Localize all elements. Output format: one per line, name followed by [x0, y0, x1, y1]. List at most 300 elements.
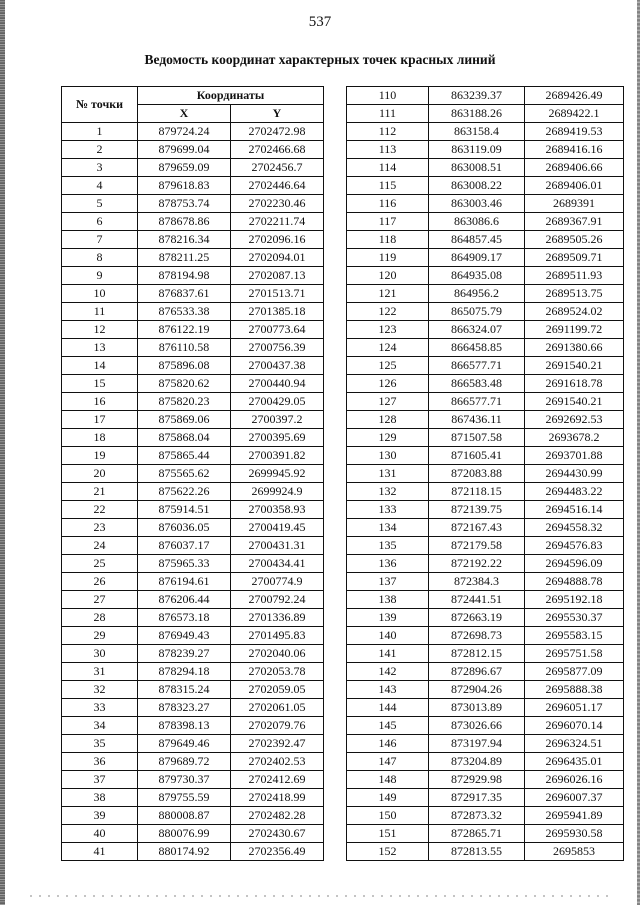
point-number-cell: 34: [62, 717, 138, 735]
y-cell: 2700434.41: [231, 555, 324, 573]
x-cell: 875868.04: [138, 429, 231, 447]
table-row: [347, 231, 624, 249]
y-cell: 2702040.06: [231, 645, 324, 663]
point-number-cell: 111: [347, 105, 429, 123]
table-row: [347, 699, 624, 717]
x-cell: 879618.83: [138, 177, 231, 195]
y-cell: 2702096.16: [231, 231, 324, 249]
point-number-cell: 13: [62, 339, 138, 357]
x-cell: 866583.48: [429, 375, 525, 393]
point-number-cell: 110: [347, 87, 429, 105]
table-row: [347, 609, 624, 627]
table-row: [62, 843, 324, 861]
x-cell: 878753.74: [138, 195, 231, 213]
x-cell: 879699.04: [138, 141, 231, 159]
y-cell: 2696070.14: [525, 717, 624, 735]
point-number-cell: 132: [347, 483, 429, 501]
point-number-cell: 28: [62, 609, 138, 627]
x-cell: 875622.26: [138, 483, 231, 501]
table-row: [347, 285, 624, 303]
y-cell: 2691199.72: [525, 321, 624, 339]
x-cell: 872192.22: [429, 555, 525, 573]
y-cell: 2702094.01: [231, 249, 324, 267]
point-number-cell: 147: [347, 753, 429, 771]
x-cell: 872698.73: [429, 627, 525, 645]
y-cell: 2702472.98: [231, 123, 324, 141]
point-number-cell: 38: [62, 789, 138, 807]
y-cell: 2696324.51: [525, 735, 624, 753]
coordinates-table-left: [61, 86, 324, 861]
point-number-cell: 128: [347, 411, 429, 429]
x-cell: 872083.88: [429, 465, 525, 483]
point-number-cell: 135: [347, 537, 429, 555]
x-cell: 863008.51: [429, 159, 525, 177]
table-row: [62, 519, 324, 537]
x-cell: 872904.26: [429, 681, 525, 699]
table-row: [62, 501, 324, 519]
table-row: [62, 591, 324, 609]
y-cell: 2694430.99: [525, 465, 624, 483]
y-cell: 2702466.68: [231, 141, 324, 159]
table-row: [62, 483, 324, 501]
table-row: [62, 627, 324, 645]
point-number-cell: 148: [347, 771, 429, 789]
x-cell: 876037.17: [138, 537, 231, 555]
x-cell: 873197.94: [429, 735, 525, 753]
y-cell: 2689422.1: [525, 105, 624, 123]
table-row: [62, 159, 324, 177]
y-cell: 2700358.93: [231, 501, 324, 519]
point-number-cell: 12: [62, 321, 138, 339]
x-cell: 878211.25: [138, 249, 231, 267]
y-cell: 2694576.83: [525, 537, 624, 555]
point-number-cell: 122: [347, 303, 429, 321]
x-cell: 875565.62: [138, 465, 231, 483]
y-cell: 2695930.58: [525, 825, 624, 843]
x-cell: 875965.33: [138, 555, 231, 573]
x-cell: 873204.89: [429, 753, 525, 771]
x-cell: 872167.43: [429, 519, 525, 537]
point-number-cell: 130: [347, 447, 429, 465]
x-cell: 863119.09: [429, 141, 525, 159]
table-row: [62, 285, 324, 303]
point-number-cell: 129: [347, 429, 429, 447]
y-cell: 2700391.82: [231, 447, 324, 465]
point-number-cell: 124: [347, 339, 429, 357]
table-row: [347, 213, 624, 231]
point-number-cell: 114: [347, 159, 429, 177]
y-cell: 2695583.15: [525, 627, 624, 645]
y-cell: 2691540.21: [525, 393, 624, 411]
point-number-cell: 115: [347, 177, 429, 195]
point-number-cell: 131: [347, 465, 429, 483]
y-cell: 2702418.99: [231, 789, 324, 807]
x-cell: 872179.58: [429, 537, 525, 555]
table-body-right: [347, 87, 624, 861]
y-cell: 2694516.14: [525, 501, 624, 519]
point-number-cell: 4: [62, 177, 138, 195]
x-cell: 865075.79: [429, 303, 525, 321]
table-row: [347, 249, 624, 267]
point-number-cell: 6: [62, 213, 138, 231]
x-cell: 864956.2: [429, 285, 525, 303]
table-body-left: [62, 123, 324, 861]
table-row: [347, 141, 624, 159]
point-number-cell: 27: [62, 591, 138, 609]
point-number-cell: 10: [62, 285, 138, 303]
y-cell: 2700440.94: [231, 375, 324, 393]
y-cell: 2700419.45: [231, 519, 324, 537]
point-number-cell: 152: [347, 843, 429, 861]
point-number-cell: 123: [347, 321, 429, 339]
y-cell: 2702087.13: [231, 267, 324, 285]
y-cell: 2700774.9: [231, 573, 324, 591]
point-number-cell: 20: [62, 465, 138, 483]
x-cell: 872118.15: [429, 483, 525, 501]
y-cell: 2702392.47: [231, 735, 324, 753]
point-number-cell: 33: [62, 699, 138, 717]
x-cell: 880174.92: [138, 843, 231, 861]
table-row: [62, 303, 324, 321]
table-row: [347, 645, 624, 663]
table-row: [62, 789, 324, 807]
y-cell: 2702230.46: [231, 195, 324, 213]
y-cell: 2695192.18: [525, 591, 624, 609]
table-row: [62, 321, 324, 339]
point-number-cell: 3: [62, 159, 138, 177]
table-row: [62, 645, 324, 663]
point-number-cell: 134: [347, 519, 429, 537]
x-cell: 872812.15: [429, 645, 525, 663]
table-row: [347, 267, 624, 285]
x-cell: 873013.89: [429, 699, 525, 717]
x-cell: 875896.08: [138, 357, 231, 375]
table-row: [347, 411, 624, 429]
x-cell: 878678.86: [138, 213, 231, 231]
header-x: X: [138, 105, 231, 123]
table-row: [347, 753, 624, 771]
y-cell: 2700773.64: [231, 321, 324, 339]
y-cell: 2696007.37: [525, 789, 624, 807]
y-cell: 2702430.67: [231, 825, 324, 843]
y-cell: 2695853: [525, 843, 624, 861]
table-row: [62, 753, 324, 771]
x-cell: 872813.55: [429, 843, 525, 861]
page-title: Ведомость координат характерных точек красных линий: [144, 52, 496, 67]
point-number-cell: 37: [62, 771, 138, 789]
table-row: [347, 195, 624, 213]
y-cell: 2693678.2: [525, 429, 624, 447]
y-cell: 2702356.49: [231, 843, 324, 861]
y-cell: 2702211.74: [231, 213, 324, 231]
x-cell: 875820.23: [138, 393, 231, 411]
y-cell: 2689391: [525, 195, 624, 213]
y-cell: 2689406.66: [525, 159, 624, 177]
point-number-cell: 15: [62, 375, 138, 393]
point-number-cell: 140: [347, 627, 429, 645]
y-cell: 2702482.28: [231, 807, 324, 825]
y-cell: 2699945.92: [231, 465, 324, 483]
point-number-cell: 136: [347, 555, 429, 573]
table-row: [62, 231, 324, 249]
x-cell: 879649.46: [138, 735, 231, 753]
point-number-cell: 36: [62, 753, 138, 771]
table-row: [62, 393, 324, 411]
x-cell: 876110.58: [138, 339, 231, 357]
y-cell: 2700431.31: [231, 537, 324, 555]
point-number-cell: 127: [347, 393, 429, 411]
x-cell: 872139.75: [429, 501, 525, 519]
point-number-cell: 30: [62, 645, 138, 663]
table-row: [347, 807, 624, 825]
x-cell: 876533.38: [138, 303, 231, 321]
point-number-cell: 149: [347, 789, 429, 807]
table-row: [62, 123, 324, 141]
table-row: [62, 447, 324, 465]
x-cell: 876206.44: [138, 591, 231, 609]
table-row: [62, 717, 324, 735]
y-cell: 2701495.83: [231, 627, 324, 645]
point-number-cell: 1: [62, 123, 138, 141]
point-number-cell: 2: [62, 141, 138, 159]
table-row: [62, 825, 324, 843]
y-cell: 2696051.17: [525, 699, 624, 717]
point-number-cell: 118: [347, 231, 429, 249]
y-cell: 2694888.78: [525, 573, 624, 591]
point-number-cell: 145: [347, 717, 429, 735]
table-row: [347, 375, 624, 393]
x-cell: 872873.32: [429, 807, 525, 825]
x-cell: 866458.85: [429, 339, 525, 357]
point-number-cell: 117: [347, 213, 429, 231]
table-row: [62, 249, 324, 267]
x-cell: 872384.3: [429, 573, 525, 591]
header-point-number: № точки: [62, 87, 138, 123]
y-cell: 2701336.89: [231, 609, 324, 627]
point-number-cell: 138: [347, 591, 429, 609]
table-row: [62, 771, 324, 789]
x-cell: 872917.35: [429, 789, 525, 807]
y-cell: 2695941.89: [525, 807, 624, 825]
x-cell: 876949.43: [138, 627, 231, 645]
scan-bottom-noise: [30, 895, 610, 897]
x-cell: 871507.58: [429, 429, 525, 447]
y-cell: 2700395.69: [231, 429, 324, 447]
x-cell: 867436.11: [429, 411, 525, 429]
y-cell: 2689416.16: [525, 141, 624, 159]
y-cell: 2701513.71: [231, 285, 324, 303]
x-cell: 863086.6: [429, 213, 525, 231]
x-cell: 876122.19: [138, 321, 231, 339]
scan-edge-left: [0, 0, 5, 905]
x-cell: 866577.71: [429, 393, 525, 411]
point-number-cell: 19: [62, 447, 138, 465]
x-cell: 878194.98: [138, 267, 231, 285]
table-row: [62, 375, 324, 393]
table-row: [347, 159, 624, 177]
x-cell: 875869.06: [138, 411, 231, 429]
header-coordinates: Координаты: [138, 87, 324, 105]
table-row: [347, 105, 624, 123]
point-number-cell: 21: [62, 483, 138, 501]
y-cell: 2702412.69: [231, 771, 324, 789]
table-row: [347, 555, 624, 573]
table-row: [347, 771, 624, 789]
table-row: [62, 357, 324, 375]
point-number-cell: 112: [347, 123, 429, 141]
header-y: Y: [231, 105, 324, 123]
x-cell: 872441.51: [429, 591, 525, 609]
table-row: [347, 627, 624, 645]
y-cell: 2691380.66: [525, 339, 624, 357]
point-number-cell: 116: [347, 195, 429, 213]
table-row: [347, 735, 624, 753]
x-cell: 876036.05: [138, 519, 231, 537]
y-cell: 2696026.16: [525, 771, 624, 789]
x-cell: 863008.22: [429, 177, 525, 195]
table-row: [62, 177, 324, 195]
point-number-cell: 29: [62, 627, 138, 645]
x-cell: 880076.99: [138, 825, 231, 843]
x-cell: 878216.34: [138, 231, 231, 249]
point-number-cell: 5: [62, 195, 138, 213]
y-cell: 2695751.58: [525, 645, 624, 663]
x-cell: 879730.37: [138, 771, 231, 789]
y-cell: 2694596.09: [525, 555, 624, 573]
x-cell: 863239.37: [429, 87, 525, 105]
point-number-cell: 125: [347, 357, 429, 375]
table-row: [347, 681, 624, 699]
x-cell: 871605.41: [429, 447, 525, 465]
table-row: [347, 87, 624, 105]
point-number-cell: 25: [62, 555, 138, 573]
point-number-cell: 35: [62, 735, 138, 753]
x-cell: 875865.44: [138, 447, 231, 465]
table-row: [347, 573, 624, 591]
y-cell: 2702059.05: [231, 681, 324, 699]
y-cell: 2692692.53: [525, 411, 624, 429]
point-number-cell: 7: [62, 231, 138, 249]
table-row: [62, 555, 324, 573]
y-cell: 2699924.9: [231, 483, 324, 501]
table-row: [347, 357, 624, 375]
y-cell: 2696435.01: [525, 753, 624, 771]
table-row: [347, 717, 624, 735]
table-row: [347, 591, 624, 609]
point-number-cell: 40: [62, 825, 138, 843]
point-number-cell: 120: [347, 267, 429, 285]
table-row: [62, 699, 324, 717]
x-cell: 878294.18: [138, 663, 231, 681]
table-row: [62, 681, 324, 699]
y-cell: 2702053.78: [231, 663, 324, 681]
point-number-cell: 23: [62, 519, 138, 537]
point-number-cell: 143: [347, 681, 429, 699]
point-number-cell: 142: [347, 663, 429, 681]
point-number-cell: 9: [62, 267, 138, 285]
y-cell: 2700397.2: [231, 411, 324, 429]
y-cell: 2694558.32: [525, 519, 624, 537]
y-cell: 2689419.53: [525, 123, 624, 141]
point-number-cell: 144: [347, 699, 429, 717]
y-cell: 2695888.38: [525, 681, 624, 699]
x-cell: 872929.98: [429, 771, 525, 789]
table-row: [347, 825, 624, 843]
table-row: [347, 447, 624, 465]
x-cell: 879659.09: [138, 159, 231, 177]
x-cell: 876573.18: [138, 609, 231, 627]
x-cell: 864857.45: [429, 231, 525, 249]
table-row: [347, 123, 624, 141]
point-number-cell: 41: [62, 843, 138, 861]
point-number-cell: 121: [347, 285, 429, 303]
point-number-cell: 24: [62, 537, 138, 555]
point-number-cell: 39: [62, 807, 138, 825]
point-number-cell: 133: [347, 501, 429, 519]
x-cell: 872663.19: [429, 609, 525, 627]
y-cell: 2702446.64: [231, 177, 324, 195]
point-number-cell: 150: [347, 807, 429, 825]
y-cell: 2689513.75: [525, 285, 624, 303]
point-number-cell: 146: [347, 735, 429, 753]
table-row: [347, 429, 624, 447]
table-row: [347, 393, 624, 411]
table-row: [62, 663, 324, 681]
x-cell: 863188.26: [429, 105, 525, 123]
table-row: [347, 663, 624, 681]
table-row: [62, 735, 324, 753]
y-cell: 2691540.21: [525, 357, 624, 375]
x-cell: 864909.17: [429, 249, 525, 267]
x-cell: 876194.61: [138, 573, 231, 591]
y-cell: 2689367.91: [525, 213, 624, 231]
x-cell: 872896.67: [429, 663, 525, 681]
y-cell: 2695877.09: [525, 663, 624, 681]
table-row: [62, 609, 324, 627]
y-cell: 2702402.53: [231, 753, 324, 771]
point-number-cell: 18: [62, 429, 138, 447]
point-number-cell: 22: [62, 501, 138, 519]
point-number-cell: 8: [62, 249, 138, 267]
table-row: [347, 519, 624, 537]
y-cell: 2689524.02: [525, 303, 624, 321]
y-cell: 2693701.88: [525, 447, 624, 465]
x-cell: 863158.4: [429, 123, 525, 141]
point-number-cell: 151: [347, 825, 429, 843]
y-cell: 2689505.26: [525, 231, 624, 249]
point-number-cell: 32: [62, 681, 138, 699]
y-cell: 2700792.24: [231, 591, 324, 609]
table-row: [62, 267, 324, 285]
y-cell: 2695530.37: [525, 609, 624, 627]
y-cell: 2700756.39: [231, 339, 324, 357]
table-row: [347, 789, 624, 807]
x-cell: 879755.59: [138, 789, 231, 807]
x-cell: 866324.07: [429, 321, 525, 339]
x-cell: 866577.71: [429, 357, 525, 375]
table-row: [347, 177, 624, 195]
point-number-cell: 26: [62, 573, 138, 591]
x-cell: 878323.27: [138, 699, 231, 717]
table-row: [62, 807, 324, 825]
x-cell: 873026.66: [429, 717, 525, 735]
table-row: [347, 339, 624, 357]
table-row: [62, 141, 324, 159]
table-row: [62, 573, 324, 591]
x-cell: 879724.24: [138, 123, 231, 141]
point-number-cell: 137: [347, 573, 429, 591]
x-cell: 863003.46: [429, 195, 525, 213]
